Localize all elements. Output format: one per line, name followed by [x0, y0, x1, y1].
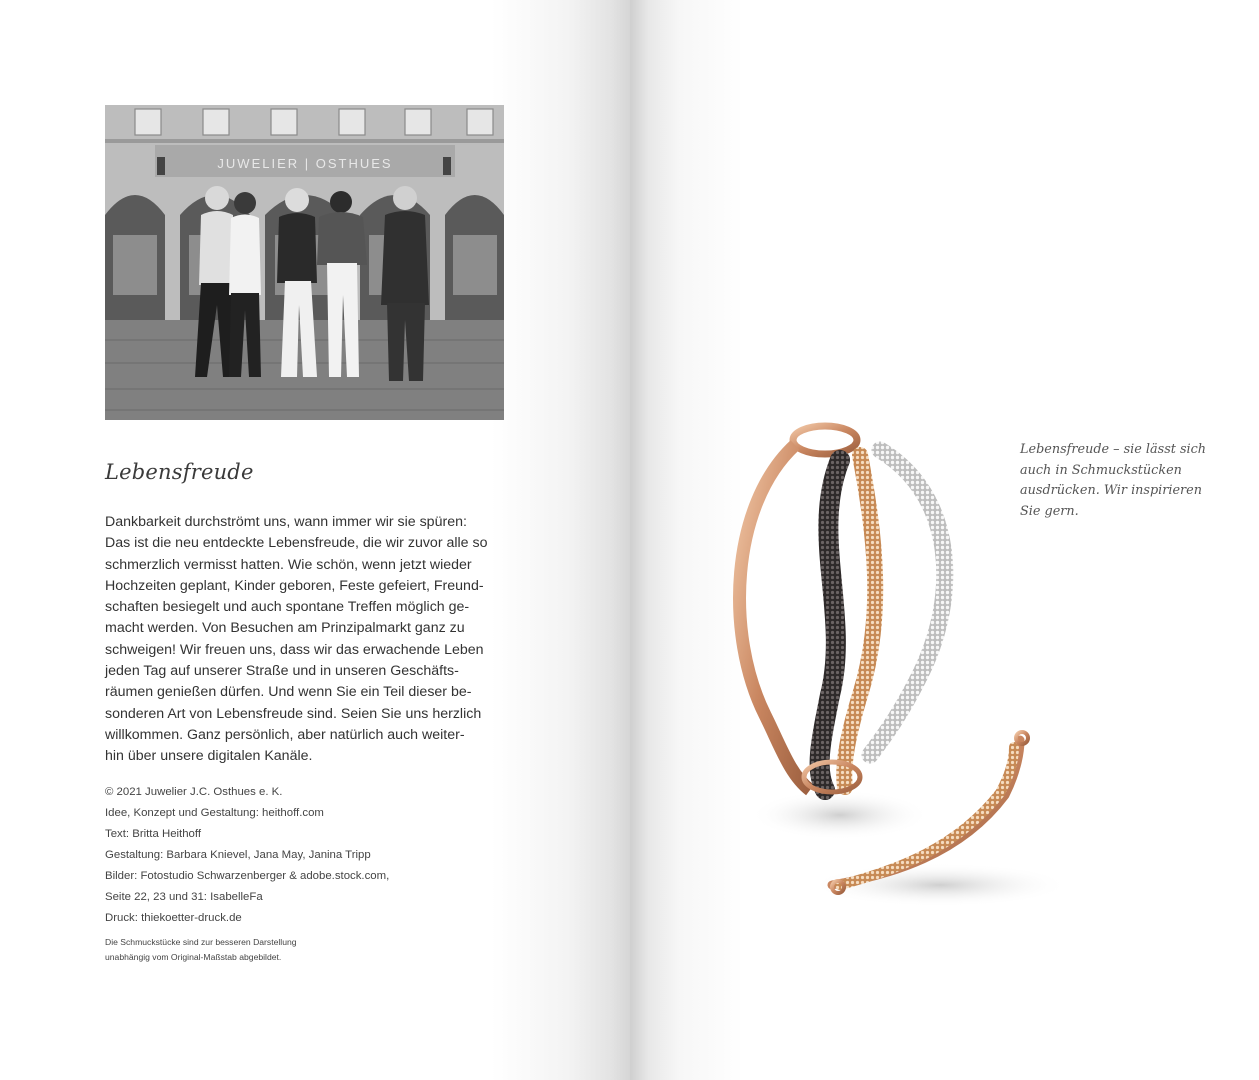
photo-credit: Bilder: Fotostudio Schwarzenberger & adobe.stock.com, [105, 870, 390, 882]
concept-credit: Idee, Konzept und Gestaltung: heithoff.com [105, 807, 324, 819]
jewelry-caption [1020, 440, 1220, 522]
article-body [105, 512, 505, 768]
caption-line: auch in Schmuckstücken [1020, 462, 1182, 478]
body-line: Hochzeiten geplant, Kinder geboren, Feste gefeiert, Freund- [105, 577, 484, 594]
text-credit: Text: Britta Heithoff [105, 828, 202, 840]
body-line: jeden Tag auf unserer Straße und in unseren Geschäfts- [105, 663, 459, 680]
body-line: räumen genießen dürfen. Und wenn Sie ein Teil dieser be- [105, 684, 472, 701]
body-line: willkommen. Ganz persönlich, aber natürlich auch weiter- [105, 726, 465, 743]
body-line: sonderen Art von Lebensfreude sind. Seien Sie uns herzlich [105, 705, 482, 722]
article-title: Lebensfreude [105, 460, 254, 484]
print-credit: Druck: thiekoetter-druck.de [105, 912, 242, 924]
copyright-line: © 2021 Juwelier J.C. Osthues e. K. [105, 786, 283, 798]
body-line: schweigen! Wir freuen uns, dass wir das erwachende Leben [105, 641, 484, 658]
caption-line: ausdrücken. Wir inspirieren [1020, 483, 1202, 498]
body-line: macht werden. Von Besuchen am Prinzipalmarkt ganz zu [105, 620, 465, 637]
bangle-jewelry-photo [720, 415, 1060, 925]
imprint-credits [105, 782, 485, 929]
body-line: schaften besiegelt und auch spontane Treffen möglich ge- [105, 599, 470, 616]
photo-credit-pages: Seite 22, 23 und 31: IsabelleFa [105, 891, 263, 903]
footnote-line: unabhängig vom Original-Maßstab abgebildet. [105, 952, 282, 962]
caption-line: Lebensfreude – sie lässt sich [1020, 442, 1207, 457]
caption-line: Sie gern. [1020, 503, 1079, 519]
body-line: Dankbarkeit durchströmt uns, wann immer wir sie spüren: [105, 514, 467, 530]
body-line: Das ist die neu entdeckte Lebensfreude, die wir zuvor alle so [105, 535, 488, 552]
body-line: hin über unsere digitalen Kanäle. [105, 748, 313, 765]
design-credit: Gestaltung: Barbara Knievel, Jana May, Janina Tripp [105, 849, 371, 861]
footnote-line: Die Schmuckstücke sind zur besseren Darstellung [105, 937, 297, 947]
scale-footnote [105, 935, 405, 965]
team-photo [105, 105, 504, 420]
storefront-sign: JUWELIER | OSTHUES [217, 156, 393, 171]
body-line: schmerzlich vermisst hatten. Wie schön, wenn jetzt wieder [105, 556, 472, 573]
